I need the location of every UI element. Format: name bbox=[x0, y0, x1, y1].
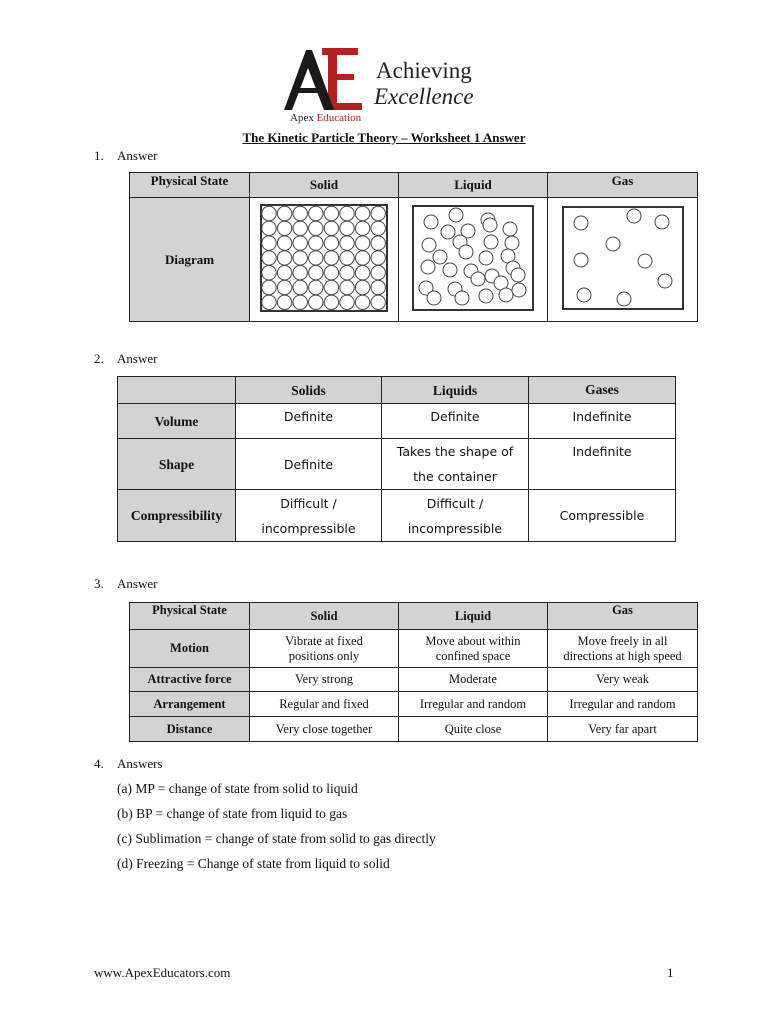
particle bbox=[293, 235, 307, 249]
particle bbox=[355, 265, 369, 279]
q1-diagram-table bbox=[129, 172, 698, 322]
particle bbox=[483, 218, 497, 232]
particle bbox=[479, 251, 493, 265]
particle bbox=[309, 295, 323, 309]
particle bbox=[355, 221, 369, 235]
particle bbox=[355, 250, 369, 264]
list-letter: (b) bbox=[117, 806, 133, 821]
particle bbox=[262, 295, 276, 309]
particle bbox=[449, 208, 463, 222]
table-header-cell: Solids bbox=[236, 377, 382, 404]
particle bbox=[324, 250, 338, 264]
footer-website: www.ApexEducators.com bbox=[94, 965, 231, 980]
q1-number: 1. bbox=[94, 148, 104, 163]
solid-diagram-cell bbox=[250, 198, 399, 322]
table-header-cell bbox=[118, 377, 236, 404]
logo-apex-education-text bbox=[290, 112, 361, 124]
particle bbox=[499, 288, 513, 302]
particle bbox=[479, 289, 493, 303]
particle bbox=[293, 250, 307, 264]
particle bbox=[371, 280, 385, 294]
particle bbox=[262, 265, 276, 279]
particle bbox=[627, 209, 641, 223]
q1-label: Answer bbox=[117, 148, 158, 163]
particle bbox=[340, 265, 354, 279]
particle bbox=[422, 238, 436, 252]
particle bbox=[340, 235, 354, 249]
particle bbox=[577, 288, 591, 302]
particle bbox=[371, 206, 385, 220]
logo-sub-education: Education bbox=[316, 112, 362, 124]
list-item bbox=[117, 856, 390, 872]
particle bbox=[371, 265, 385, 279]
table-cell: Very strong bbox=[250, 668, 399, 692]
table-header-cell: Liquid bbox=[399, 603, 548, 630]
table-header-cell: Liquid bbox=[399, 173, 548, 198]
table-row bbox=[130, 717, 698, 742]
table-cell: Very far apart bbox=[548, 717, 698, 742]
table-row bbox=[118, 439, 676, 490]
particle bbox=[340, 295, 354, 309]
list-letter: (d) bbox=[117, 856, 133, 871]
particle bbox=[574, 253, 588, 267]
table-header-cell: Gas bbox=[548, 603, 698, 630]
particle bbox=[512, 283, 526, 297]
particle bbox=[309, 280, 323, 294]
table-header-cell: Physical State bbox=[130, 173, 250, 198]
particle bbox=[355, 235, 369, 249]
table-cell: Difficult / incompressible bbox=[236, 490, 382, 542]
table-cell: Compressible bbox=[529, 490, 676, 542]
table-cell: Difficult / incompressible bbox=[382, 490, 529, 542]
table-cell: Definite bbox=[236, 404, 382, 439]
particle bbox=[505, 236, 519, 250]
particle bbox=[262, 221, 276, 235]
table-header-cell: Gases bbox=[529, 377, 676, 404]
particle bbox=[484, 235, 498, 249]
particle bbox=[441, 225, 455, 239]
particle bbox=[371, 295, 385, 309]
list-text: Freezing = Change of state from liquid to solid bbox=[136, 856, 390, 871]
apex-education-logo bbox=[276, 46, 506, 128]
solid-particles-diagram bbox=[260, 204, 388, 312]
q4-label: Answers bbox=[117, 756, 163, 771]
table-cell: Regular and fixed bbox=[250, 692, 399, 717]
row-label: Motion bbox=[130, 630, 250, 668]
q2-properties-table bbox=[117, 376, 676, 542]
q4-number: 4. bbox=[94, 756, 104, 771]
particle bbox=[277, 206, 291, 220]
particle bbox=[427, 291, 441, 305]
list-text: Sublimation = change of state from solid to gas directly bbox=[135, 831, 436, 846]
particle bbox=[471, 272, 485, 286]
particle bbox=[277, 250, 291, 264]
particle bbox=[371, 221, 385, 235]
table-row bbox=[118, 490, 676, 542]
table-cell: Move about within confined space bbox=[399, 630, 548, 668]
table-cell: Irregular and random bbox=[548, 692, 698, 717]
row-label: Compressibility bbox=[118, 490, 236, 542]
table-header-cell: Solid bbox=[250, 173, 399, 198]
table-cell: Moderate bbox=[399, 668, 548, 692]
table-header-row bbox=[130, 603, 698, 630]
q3-particles-table bbox=[129, 602, 698, 742]
particle bbox=[443, 263, 457, 277]
table-cell: Indefinite bbox=[529, 439, 676, 490]
table-header-cell: Gas bbox=[548, 173, 698, 198]
table-cell: Indefinite bbox=[529, 404, 676, 439]
particle bbox=[355, 295, 369, 309]
particle bbox=[309, 235, 323, 249]
table-row bbox=[130, 630, 698, 668]
particle bbox=[638, 254, 652, 268]
table-header-row bbox=[118, 377, 676, 404]
particle bbox=[340, 206, 354, 220]
particle bbox=[503, 222, 517, 236]
row-label: Distance bbox=[130, 717, 250, 742]
q3-label: Answer bbox=[117, 576, 158, 591]
particle bbox=[293, 295, 307, 309]
gas-particles-diagram bbox=[562, 206, 684, 310]
table-cell: Vibrate at fixed positions only bbox=[250, 630, 399, 668]
q2-number: 2. bbox=[94, 351, 104, 366]
particle bbox=[355, 206, 369, 220]
particle bbox=[433, 250, 447, 264]
table-header-cell: Physical State bbox=[130, 603, 250, 630]
row-label: Volume bbox=[118, 404, 236, 439]
particle bbox=[262, 235, 276, 249]
particle bbox=[371, 235, 385, 249]
particle bbox=[340, 250, 354, 264]
particle bbox=[293, 280, 307, 294]
table-header-cell: Liquids bbox=[382, 377, 529, 404]
particle bbox=[324, 295, 338, 309]
particle bbox=[574, 216, 588, 230]
list-item bbox=[117, 806, 347, 822]
particle bbox=[262, 250, 276, 264]
table-row bbox=[130, 692, 698, 717]
particle bbox=[277, 265, 291, 279]
particle bbox=[277, 280, 291, 294]
particle bbox=[371, 250, 385, 264]
particle bbox=[293, 206, 307, 220]
table-cell: Very close together bbox=[250, 717, 399, 742]
logo-sub-apex: Apex bbox=[290, 112, 317, 124]
particle bbox=[277, 235, 291, 249]
table-cell: Move freely in all directions at high speed bbox=[548, 630, 698, 668]
page-title: The Kinetic Particle Theory – Worksheet 1 Answer bbox=[242, 130, 526, 145]
ae-logo-mark-icon bbox=[276, 46, 370, 112]
table-cell: Takes the shape of the container bbox=[382, 439, 529, 490]
particle bbox=[324, 206, 338, 220]
particle bbox=[511, 268, 525, 282]
particle bbox=[424, 215, 438, 229]
particle bbox=[262, 206, 276, 220]
particle bbox=[293, 265, 307, 279]
gas-diagram-cell bbox=[548, 198, 698, 322]
particle bbox=[658, 274, 672, 288]
particle bbox=[459, 245, 473, 259]
particle bbox=[455, 291, 469, 305]
table-cell: Quite close bbox=[399, 717, 548, 742]
particle bbox=[340, 221, 354, 235]
liquid-particles-diagram bbox=[412, 205, 534, 311]
particle bbox=[309, 221, 323, 235]
particle bbox=[324, 280, 338, 294]
table-row bbox=[130, 668, 698, 692]
table-row bbox=[118, 404, 676, 439]
q3-number: 3. bbox=[94, 576, 104, 591]
table-header-cell: Solid bbox=[250, 603, 399, 630]
particle bbox=[277, 221, 291, 235]
particle bbox=[309, 206, 323, 220]
logo-excellence-text: Excellence bbox=[374, 84, 474, 109]
particle bbox=[277, 295, 291, 309]
list-text: MP = change of state from solid to liquid bbox=[135, 781, 358, 796]
particle bbox=[324, 265, 338, 279]
particle bbox=[262, 280, 276, 294]
row-label: Diagram bbox=[130, 198, 250, 322]
table-header-row bbox=[130, 173, 698, 198]
list-text: BP = change of state from liquid to gas bbox=[136, 806, 348, 821]
liquid-diagram-cell bbox=[399, 198, 548, 322]
particle bbox=[324, 221, 338, 235]
table-row bbox=[130, 198, 698, 322]
particle bbox=[340, 280, 354, 294]
table-cell: Definite bbox=[236, 439, 382, 490]
particle bbox=[309, 265, 323, 279]
row-label: Arrangement bbox=[130, 692, 250, 717]
particle bbox=[617, 292, 631, 306]
row-label: Shape bbox=[118, 439, 236, 490]
page-number: 1 bbox=[667, 965, 674, 980]
particle bbox=[293, 221, 307, 235]
particle bbox=[355, 280, 369, 294]
list-item bbox=[117, 781, 358, 797]
row-label: Attractive force bbox=[130, 668, 250, 692]
logo-achieving-text: Achieving bbox=[376, 58, 472, 83]
table-cell: Definite bbox=[382, 404, 529, 439]
list-letter: (a) bbox=[117, 781, 132, 796]
q2-label: Answer bbox=[117, 351, 158, 366]
particle bbox=[324, 235, 338, 249]
list-letter: (c) bbox=[117, 831, 132, 846]
table-cell: Very weak bbox=[548, 668, 698, 692]
particle bbox=[655, 215, 669, 229]
list-item bbox=[117, 831, 436, 847]
particle bbox=[421, 260, 435, 274]
table-cell: Irregular and random bbox=[399, 692, 548, 717]
particle bbox=[309, 250, 323, 264]
particle bbox=[606, 237, 620, 251]
